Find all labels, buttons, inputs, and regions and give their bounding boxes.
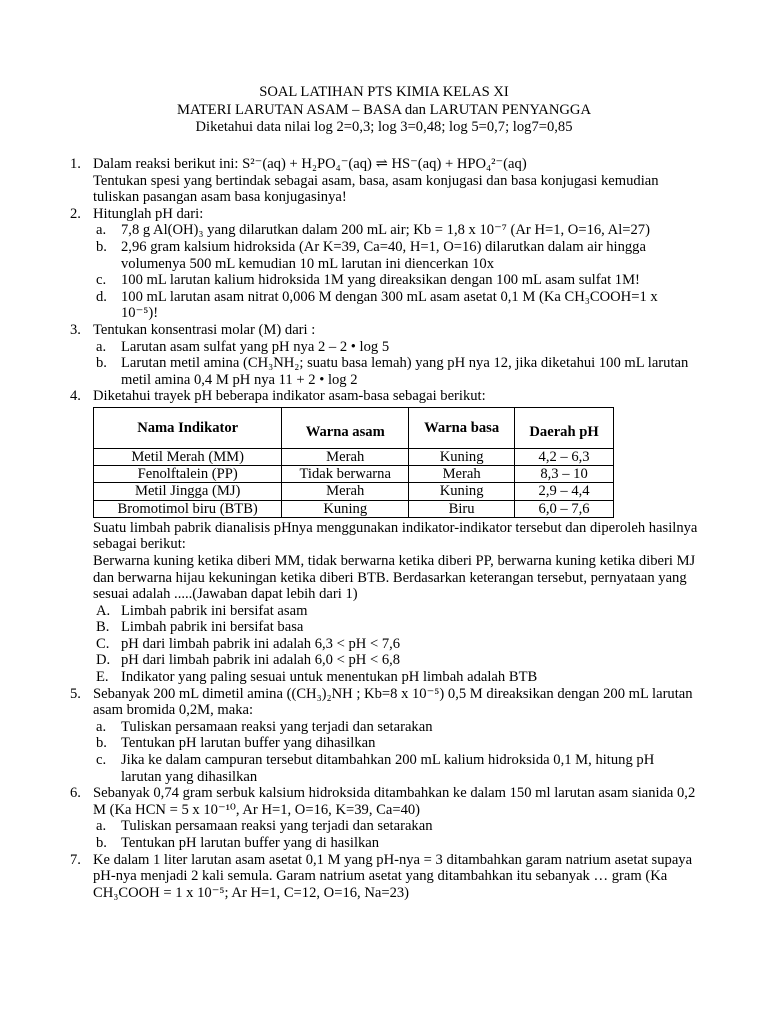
document-header — [0, 84, 768, 137]
option-text: Limbah pabrik ini bersifat asam — [121, 602, 308, 619]
question-number: 7. — [70, 851, 81, 868]
table-row — [94, 483, 614, 500]
question-1 — [0, 156, 768, 206]
question-4-observation: Berwarna kuning ketika diberi MM, tidak berwarna ketika diberi PP, berwarna kuning ketika diberi MJ dan berwarna hijau kekuningan ketika diberi BTB. Berdasarkan keterangan tersebut, pernyataan yang sesuai adalah .....(Jawaban dapat lebih dari 1) — [93, 552, 696, 603]
option-label: C. — [96, 635, 110, 652]
sub-question-label: a. — [96, 222, 107, 239]
option-label: D. — [96, 652, 111, 669]
answer-option-a — [0, 603, 768, 620]
option-text: Limbah pabrik ini bersifat basa — [121, 619, 304, 636]
question-7 — [0, 852, 768, 902]
table-cell: Merah — [282, 483, 409, 500]
table-cell: Kuning — [282, 500, 409, 517]
question-text: Dalam reaksi berikut ini: S²⁻(aq) + H₂PO₄⁻(aq) ⇌ HS⁻(aq) + HPO₄²⁻(aq) — [93, 156, 527, 172]
option-text: pH dari limbah pabrik ini adalah 6,0 < pH < 6,8 — [121, 652, 401, 669]
table-cell: Metil Jingga (MJ) — [94, 483, 282, 500]
sub-question-3a — [0, 339, 768, 356]
table-cell: Fenolftalein (PP) — [94, 466, 282, 483]
question-4 — [0, 388, 768, 405]
question-number: 5. — [70, 685, 81, 702]
question-instruction: Tentukan spesi yang bertindak sebagai asam, basa, asam konjugasi dan basa konjugasi kemudian tuliskan pasangan asam basa konjugasinya! — [93, 172, 659, 206]
column-header: Daerah pH — [515, 407, 614, 448]
sub-question-label: b. — [96, 238, 107, 255]
option-text: Indikator yang paling sesuai untuk menentukan pH limbah adalah BTB — [121, 669, 538, 686]
table-row — [94, 448, 614, 465]
sub-question-6b — [0, 835, 768, 852]
table-cell: Merah — [282, 448, 409, 465]
sub-question-label: d. — [96, 288, 107, 305]
sub-question-text: Tuliskan persamaan reaksi yang terjadi dan setarakan — [121, 718, 433, 735]
table-cell: Biru — [409, 500, 515, 517]
table-header-row — [94, 407, 614, 448]
table-cell: Merah — [409, 466, 515, 483]
table-cell: 4,2 – 6,3 — [515, 448, 614, 465]
question-list — [0, 156, 768, 901]
question-2 — [0, 206, 768, 223]
sub-question-text: Tentukan pH larutan buffer yang dihasilkan — [121, 735, 376, 752]
sub-question-label: b. — [96, 735, 107, 752]
sub-question-label: c. — [96, 752, 107, 769]
sub-question-label: a. — [96, 818, 107, 835]
sub-question-label: a. — [96, 718, 107, 735]
sub-question-text: Jika ke dalam campuran tersebut ditambahkan 200 mL kalium hidroksida 0,1 M, hitung pH larutan yang dihasilkan — [121, 752, 655, 785]
sub-question-text: Tuliskan persamaan reaksi yang terjadi dan setarakan — [121, 818, 433, 835]
table-row — [94, 466, 614, 483]
question-number: 6. — [70, 785, 81, 802]
table-cell: Kuning — [409, 448, 515, 465]
question-number: 2. — [70, 205, 81, 222]
sub-question-text: Tentukan pH larutan buffer yang di hasilkan — [121, 835, 380, 851]
table-cell: 2,9 – 4,4 — [515, 483, 614, 500]
option-text: pH dari limbah pabrik ini adalah 6,3 < pH < 7,6 — [121, 635, 401, 652]
question-3 — [0, 322, 768, 339]
sub-question-2c — [0, 272, 768, 289]
sub-question-text: 100 mL larutan asam nitrat 0,006 M dengan 300 mL asam asetat 0,1 M (Ka CH₃COOH=1 x 10⁻⁵)! — [121, 288, 658, 322]
sub-question-label: a. — [96, 338, 107, 355]
header-given-data: Diketahui data nilai log 2=0,3; log 3=0,48; log 5=0,7; log7=0,85 — [195, 119, 573, 135]
sub-question-label: b. — [96, 835, 107, 851]
header-subtitle: MATERI LARUTAN ASAM – BASA dan LARUTAN PENYANGGA — [176, 101, 591, 118]
question-4-context: Suatu limbah pabrik dianalisis pHnya menggunakan indikator-indikator tersebut dan diperoleh hasilnya sebagai berikut: — [93, 519, 698, 553]
column-header: Warna asam — [282, 407, 409, 448]
answer-option-d — [0, 652, 768, 669]
sub-question-label: c. — [96, 272, 107, 289]
header-title: SOAL LATIHAN PTS KIMIA KELAS XI — [259, 84, 509, 100]
sub-question-5a — [0, 719, 768, 736]
table-cell: Tidak berwarna — [282, 466, 409, 483]
indicator-table — [93, 407, 614, 518]
sub-question-2a — [0, 222, 768, 239]
sub-question-3b — [0, 355, 768, 388]
table-cell: Bromotimol biru (BTB) — [94, 500, 282, 517]
option-label: B. — [96, 619, 110, 636]
sub-question-5c — [0, 752, 768, 785]
sub-question-text: Larutan metil amina (CH₃NH₂; suatu basa lemah) yang pH nya 12, jika diketahui 100 mL larutan metil amina 0,4 M pH nya 11 + 2 • log 2 — [121, 355, 689, 388]
sub-question-text: 2,96 gram kalsium hidroksida (Ar K=39, Ca=40, H=1, O=16) dilarutkan dalam air hingga volumenya 500 mL kemudian 10 mL larutan ini diencerkan 10x — [121, 238, 646, 272]
option-label: E. — [96, 669, 109, 686]
question-number: 3. — [70, 321, 81, 338]
sub-question-label: b. — [96, 355, 107, 372]
question-5 — [0, 686, 768, 719]
sub-question-text: Larutan asam sulfat yang pH nya 2 – 2 • log 5 — [121, 338, 390, 355]
question-text: Sebanyak 0,74 gram serbuk kalsium hidroksida ditambahkan ke dalam 150 ml larutan asam sianida 0,2 M (Ka HCN = 5 x 10⁻¹⁰, Ar H=1, O=16, K=39, Ca=40) — [93, 785, 696, 818]
table-cell: Kuning — [409, 483, 515, 500]
question-text: Tentukan konsentrasi molar (M) dari : — [93, 321, 316, 338]
question-text: Sebanyak 200 mL dimetil amina ((CH₃)₂NH ; Kb=8 x 10⁻⁵) 0,5 M direaksikan dengan 200 mL larutan asam bromida 0,2M, maka: — [93, 685, 693, 719]
question-text: Hitunglah pH dari: — [93, 205, 204, 222]
answer-option-c — [0, 636, 768, 653]
sub-question-2b — [0, 239, 768, 272]
table-cell: Metil Merah (MM) — [94, 448, 282, 465]
table-row — [94, 500, 614, 517]
sub-question-text: 7,8 g Al(OH)₃ yang dilarutkan dalam 200 mL air; Kb = 1,8 x 10⁻⁷ (Ar H=1, O=16, Al=27) — [121, 222, 650, 239]
question-6 — [0, 785, 768, 818]
table-cell: 6,0 – 7,6 — [515, 500, 614, 517]
question-text: Diketahui trayek pH beberapa indikator asam-basa sebagai berikut: — [93, 388, 486, 405]
column-header: Nama Indikator — [94, 407, 282, 448]
question-number: 4. — [70, 388, 81, 405]
answer-option-b — [0, 619, 768, 636]
question-text: Ke dalam 1 liter larutan asam asetat 0,1 M yang pH-nya = 3 ditambahkan garam natrium asetat supaya pH-nya menjadi 2 kali semula. Garam natrium asetat yang ditambahkan itu sebanyak … gram (Ka CH₃COOH = 1 x 10⁻⁵; Ar H=1, C=12, O=16, Na=23) — [93, 851, 693, 901]
option-label: A. — [96, 602, 111, 619]
answer-option-e — [0, 669, 768, 686]
question-number: 1. — [70, 156, 81, 172]
table-cell: 8,3 – 10 — [515, 466, 614, 483]
sub-question-2d — [0, 289, 768, 322]
sub-question-text: 100 mL larutan kalium hidroksida 1M yang direaksikan dengan 100 mL asam sulfat 1M! — [121, 272, 640, 289]
sub-question-5b — [0, 735, 768, 752]
sub-question-6a — [0, 818, 768, 835]
column-header: Warna basa — [409, 407, 515, 448]
